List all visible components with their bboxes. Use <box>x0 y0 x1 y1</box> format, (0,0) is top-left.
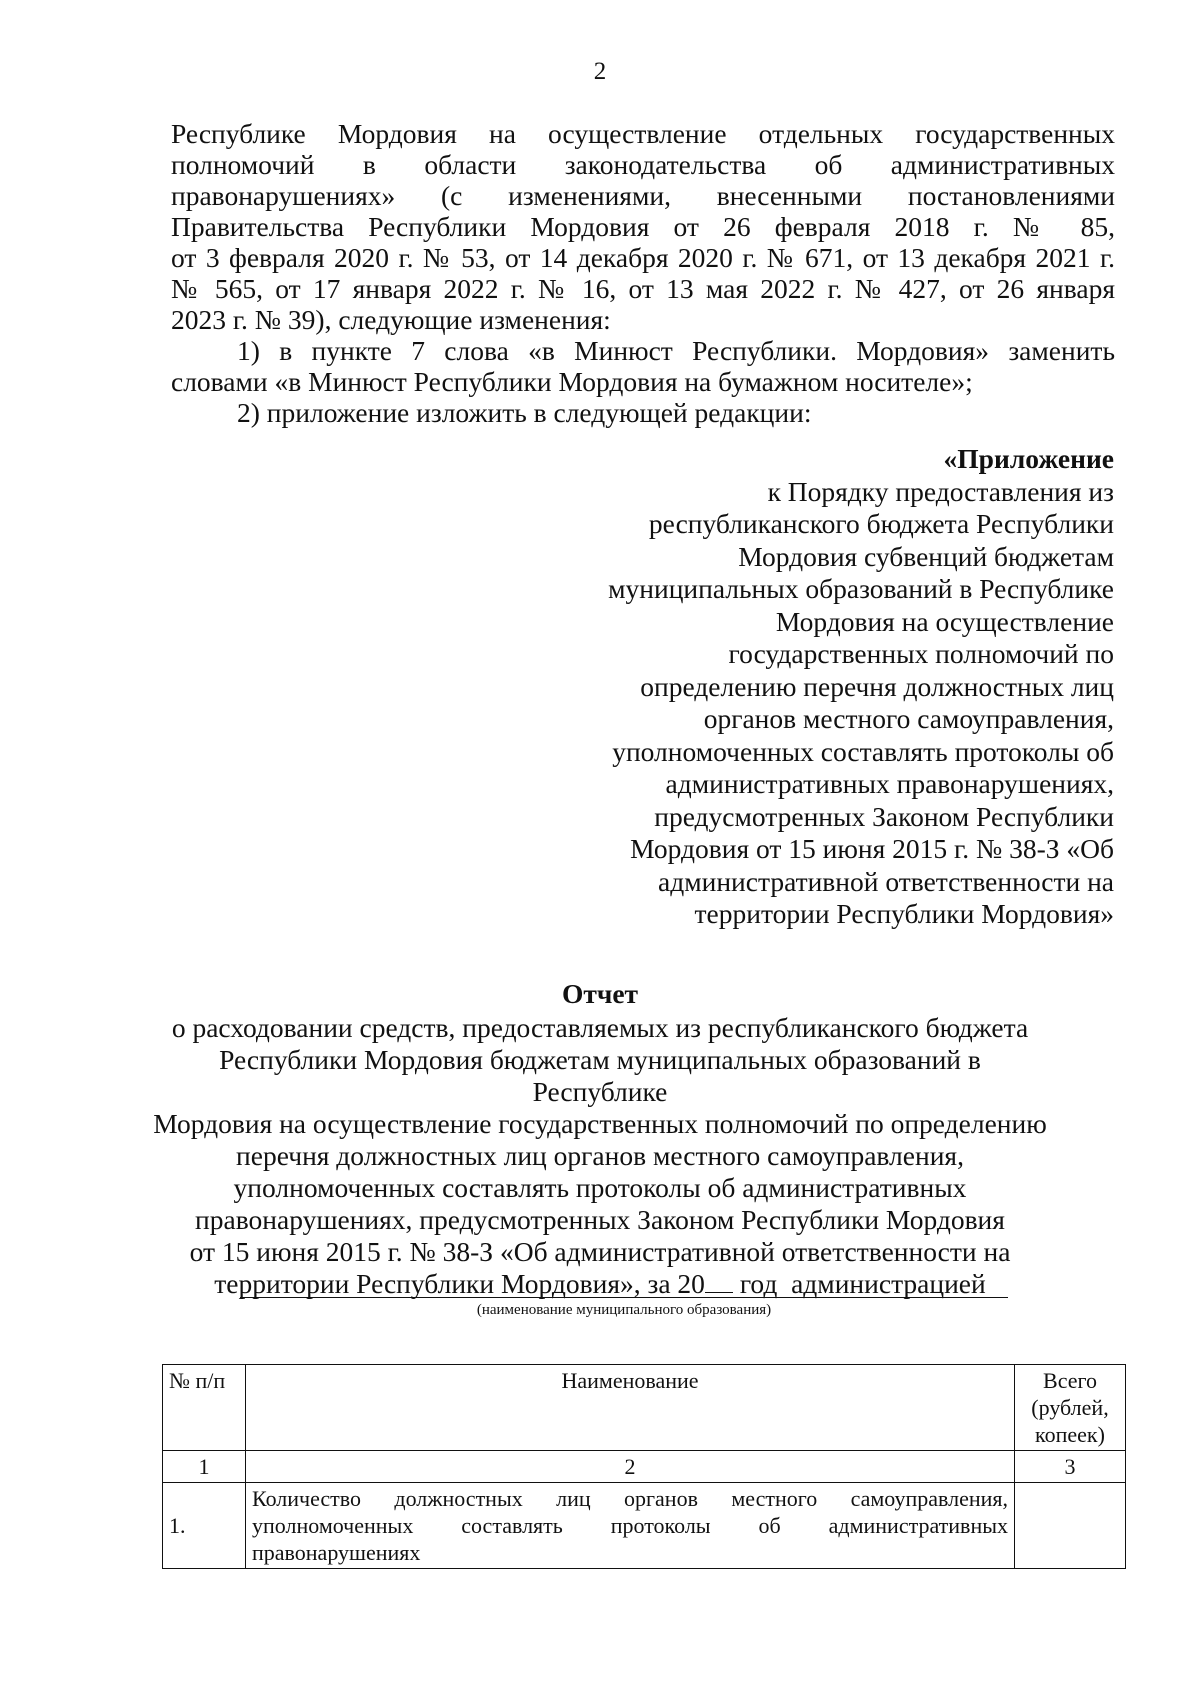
report-title: Отчет <box>561 978 639 1009</box>
text-line: Республике Мордовия на осуществление отдельных государственных <box>171 118 1115 149</box>
report-description <box>150 1012 1050 1300</box>
report-table <box>162 1364 1126 1569</box>
text-line: словами «в Минюст Республики Мордовия на бумажном носителе»; <box>171 366 973 397</box>
report-line: Мордовия на осуществление государственных полномочий по определению <box>153 1108 1047 1139</box>
appendix-line: муниципальных образований в Республике <box>608 573 1114 604</box>
year-blank <box>705 1270 733 1293</box>
appendix-line: Мордовия субвенций бюджетам <box>738 540 1114 572</box>
appendix-line: Мордовия от 15 июня 2015 г. № 38-З «Об <box>630 833 1114 864</box>
header-num: № п/п <box>163 1365 246 1451</box>
text-line: № 565, от 17 января 2022 г. № 16, от 13 мая 2022 г. № 427, от 26 января <box>171 273 1115 304</box>
text-line: 2023 г. № 39), следующие изменения: <box>171 304 611 335</box>
report-line-last <box>150 1268 1050 1300</box>
appendix-line: определению перечня должностных лиц <box>640 670 1114 702</box>
appendix-line: уполномоченных составлять протоколы об <box>612 735 1114 767</box>
numbering-total: 3 <box>1015 1451 1126 1483</box>
appendix-line: республиканского бюджета Республики <box>648 508 1114 539</box>
table-numbering-row <box>163 1451 1126 1483</box>
text-line: от 3 февраля 2020 г. № 53, от 14 декабря 2020 г. № 671, от 13 декабря 2021 г. <box>171 242 1115 273</box>
report-line: правонарушениях, предусмотренных Законом Республики Мордовия <box>195 1204 1005 1235</box>
municipality-caption: (наименование муниципального образования) <box>476 1302 772 1318</box>
header-total: Всего (рублей, копеек) <box>1015 1365 1126 1451</box>
open-quote: « <box>943 443 958 474</box>
appendix-line: Мордовия на осуществление <box>775 605 1114 637</box>
appendix-line: территории Республики Мордовия» <box>694 898 1114 929</box>
text-line: 1) в пункте 7 слова «в Минюст Республики. Мордовия» заменить <box>237 335 1115 366</box>
table-row <box>163 1483 1126 1569</box>
report-line: Республики Мордовия бюджетам муниципальных образований в Республике <box>219 1044 981 1107</box>
report-line: уполномоченных составлять протоколы об административных <box>233 1172 967 1203</box>
intro-paragraph <box>171 118 1115 335</box>
page-number: 2 <box>593 58 607 85</box>
row-name: Количество должностных лиц органов местного самоуправления, уполномоченных составлять протоколы об административных правонарушениях <box>246 1483 1015 1569</box>
text-line: правонарушениях» (с изменениями, внесенными постановлениями <box>171 180 1115 211</box>
header-name: Наименование <box>246 1365 1015 1451</box>
text-line: Правительства Республики Мордовия от 26 февраля 2018 г. № 85, <box>171 211 1115 242</box>
report-line-start: территории Республики Мордовия», за 20 <box>214 1268 705 1299</box>
municipality-fill-line <box>240 1297 1008 1298</box>
amendment-text <box>171 118 1115 428</box>
report-line-end: год администрацией <box>732 1268 986 1299</box>
text-line: полномочий в области законодательства об административных <box>171 149 1115 180</box>
appendix-line: административных правонарушениях, <box>665 768 1114 799</box>
report-line: о расходовании средств, предоставляемых из республиканского бюджета <box>171 1012 1029 1043</box>
report-line: от 15 июня 2015 г. № 38-З «Об административной ответственности на <box>189 1236 1011 1267</box>
appendix-title <box>520 443 1114 476</box>
appendix-line: административной ответственности на <box>658 865 1114 897</box>
numbering-num: 1 <box>163 1451 246 1483</box>
amendment-item-2: 2) приложение изложить в следующей редакции: <box>237 397 812 428</box>
appendix-title-text: Приложение <box>957 443 1114 474</box>
appendix-line: предусмотренных Законом Республики <box>654 800 1114 832</box>
report-line: перечня должностных лиц органов местного самоуправления, <box>236 1140 964 1171</box>
numbering-name: 2 <box>246 1451 1015 1483</box>
appendix-line: государственных полномочий по <box>728 638 1114 669</box>
appendix-line: органов местного самоуправления, <box>703 703 1114 734</box>
row-num: 1. <box>163 1483 246 1569</box>
row-total <box>1015 1483 1126 1569</box>
appendix-line: к Порядку предоставления из <box>767 475 1114 507</box>
amendment-item-1 <box>171 335 1115 397</box>
table-header-row <box>163 1365 1126 1451</box>
appendix-header <box>520 443 1114 931</box>
